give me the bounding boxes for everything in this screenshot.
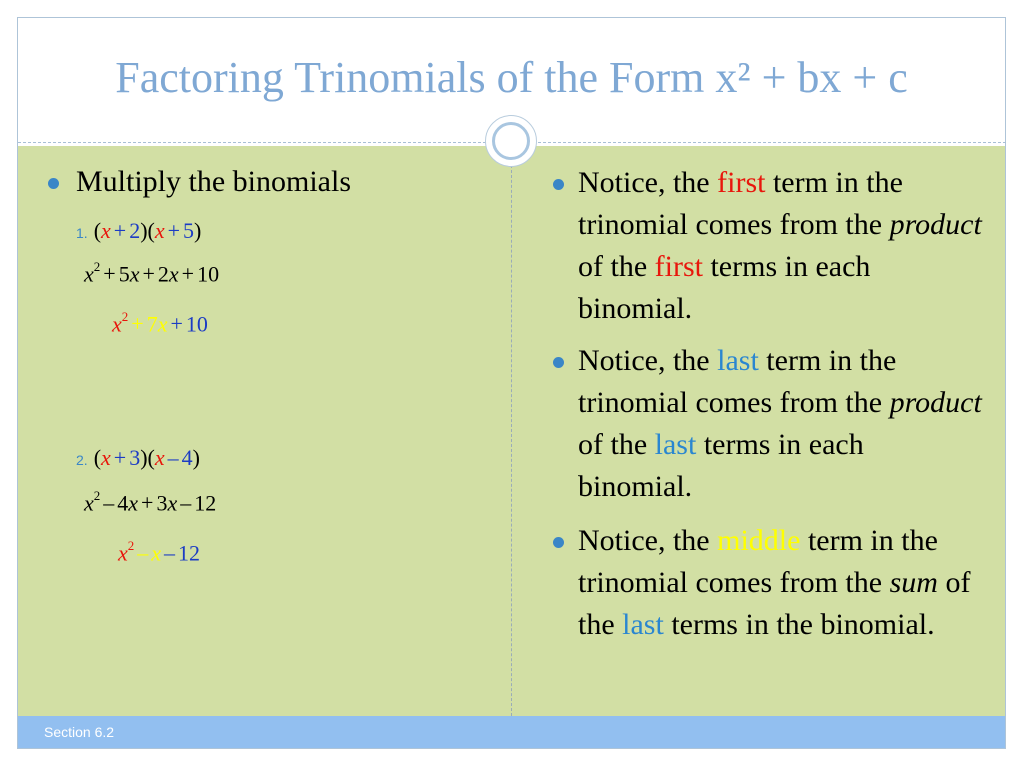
- footer-section-label: Section 6.2: [44, 724, 115, 740]
- left-bullet: [76, 162, 351, 202]
- example-1-expansion: $x^2 + 5x + 2x + 10$: [84, 259, 220, 287]
- right-bullet-1: Notice, the first term in the trinomial comes from the product of the first terms in each binomial.: [578, 162, 983, 330]
- column-divider: [511, 160, 512, 716]
- footer-bar: [18, 716, 1005, 748]
- bullet-dot-icon: [553, 357, 564, 368]
- example-2-problem: 2. (x + 3)(x – 4): [76, 445, 200, 470]
- left-bullet-text: Multiply the binomials: [76, 165, 351, 198]
- bullet-dot-icon: [48, 178, 59, 189]
- example-number: 2.: [76, 452, 88, 468]
- slide-title: Factoring Trinomials of the Form x² + bx + c: [115, 53, 908, 102]
- example-2-result: $x^2$ – x – 12: [118, 538, 201, 566]
- bullet-dot-icon: [553, 537, 564, 548]
- example-1-problem: 1. (x + 2)(x + 5): [76, 218, 202, 243]
- example-1-result: $x^2 + 7x + 10$: [112, 309, 208, 337]
- right-bullet-2: Notice, the last term in the trinomial comes from the product of the last terms in each binomial.: [578, 340, 983, 508]
- example-number: 1.: [76, 225, 88, 241]
- right-bullet-3: Notice, the middle term in the trinomial comes from the sum of the last terms in the binomial.: [578, 520, 983, 646]
- bullet-dot-icon: [553, 179, 564, 190]
- example-2-expansion: $x^2 - 4x + 3x - 12$: [84, 488, 217, 516]
- circle-ornament-icon: [485, 115, 537, 167]
